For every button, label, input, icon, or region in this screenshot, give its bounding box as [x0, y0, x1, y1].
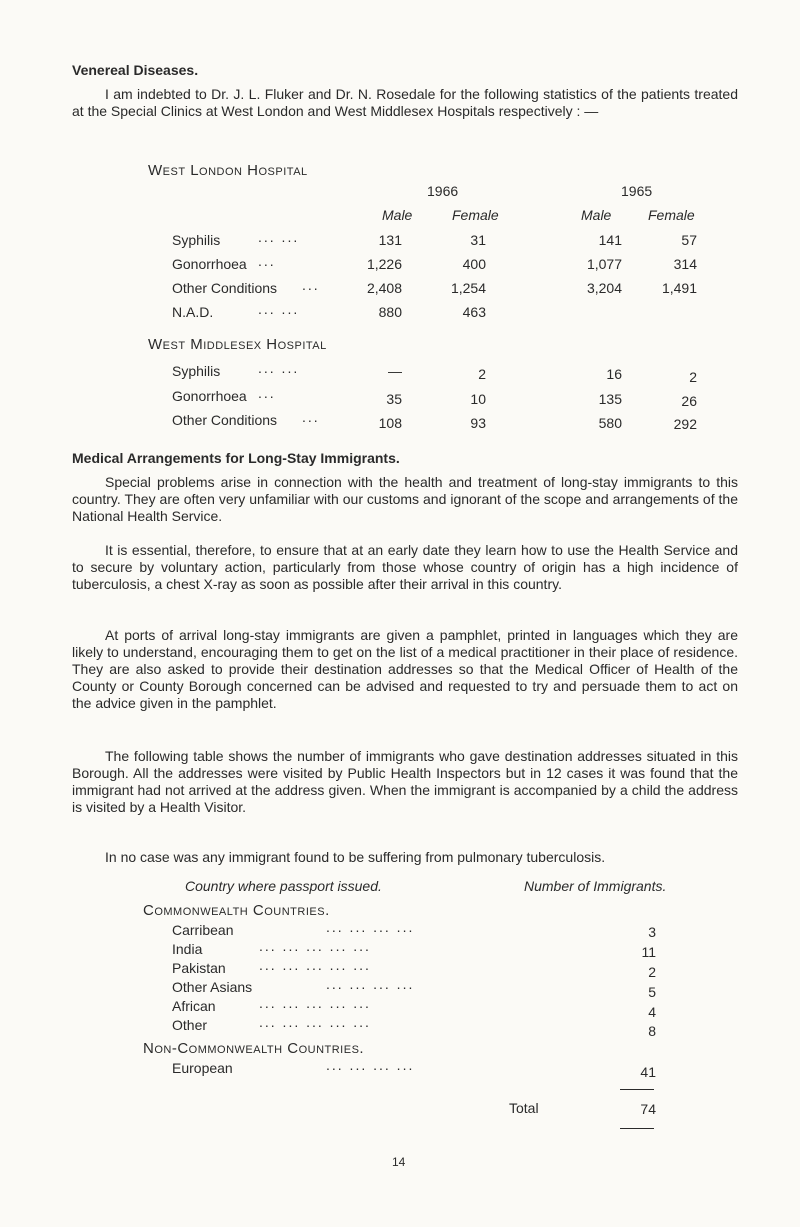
- leader-dots: ... ... ... ... ...: [259, 1014, 371, 1030]
- cell-value: 463: [462, 304, 486, 320]
- cell-value: 4: [648, 1004, 656, 1020]
- row-label: Gonorrhoea: [172, 256, 247, 272]
- cell-value: 108: [378, 415, 402, 431]
- leader-dots: ... ... ... ...: [326, 1057, 415, 1073]
- cell-value: 11: [641, 944, 656, 960]
- group-heading: Commonwealth Countries.: [143, 902, 330, 919]
- body-paragraph: In no case was any immigrant found to be suffering from pulmonary tuberculosis.: [105, 849, 606, 865]
- cell-value: —: [388, 363, 402, 379]
- cell-value: 16: [606, 366, 622, 382]
- leader-dots: ... ... ... ...: [326, 919, 415, 935]
- leader-dots: ...: [302, 409, 320, 425]
- hospital-heading: West Middlesex Hospital: [148, 336, 327, 353]
- section-title-venereal-diseases: Venereal Diseases.: [72, 62, 199, 78]
- row-label: Syphilis: [172, 363, 221, 379]
- page-number: 14: [392, 1155, 406, 1169]
- row-label: Other Conditions: [172, 412, 278, 428]
- sum-rule: [620, 1089, 654, 1090]
- intro-paragraph: I am indebted to Dr. J. L. Fluker and Dr. N. Rosedale for the following statistics of the patients treated at the Special Clinics at West London and West Middlesex Hospitals respectively : —: [72, 86, 738, 119]
- leader-dots: ...: [258, 253, 276, 269]
- total-label: Total: [509, 1100, 539, 1116]
- column-header: Male: [581, 207, 612, 223]
- leader-dots: ... ...: [258, 360, 300, 376]
- leader-dots: ... ... ... ... ...: [259, 938, 371, 954]
- cell-value: 314: [673, 256, 697, 272]
- leader-dots: ... ...: [258, 229, 300, 245]
- row-label: Gonorrhoea: [172, 388, 247, 404]
- row-label: Other Asians: [172, 979, 253, 995]
- total-value: 74: [640, 1101, 656, 1117]
- cell-value: 3,204: [586, 280, 622, 296]
- leader-dots: ... ... ... ...: [326, 976, 415, 992]
- body-paragraph: Special problems arise in connection with the health and treatment of long-stay immigrants to this country. They are often very unfamiliar with our customs and ignorant of the scope and arrangements of the National Health Service.: [72, 474, 738, 524]
- body-paragraph: At ports of arrival long-stay immigrants are given a pamphlet, printed in languages which they are likely to understand, encouraging them to get on the list of a medical practitioner in their place of residence. They are also asked to provide their destination addresses so that the Medical Officer of Health of the County or County Borough concerned can be advised and requested to try and persuade them to act on the advice given in the pamphlet.: [72, 627, 738, 711]
- cell-value: 580: [598, 415, 622, 431]
- cell-value: 292: [673, 416, 697, 432]
- year-heading: 1966: [427, 183, 459, 199]
- cell-value: 5: [648, 984, 656, 1000]
- cell-value: 400: [462, 256, 486, 272]
- hospital-heading: West London Hospital: [148, 162, 308, 179]
- column-header: Country where passport issued.: [185, 878, 382, 894]
- row-label: Pakistan: [172, 960, 226, 976]
- column-header: Female: [452, 207, 499, 223]
- section-title-long-stay-immigrants: Medical Arrangements for Long-Stay Immigrants.: [72, 450, 400, 466]
- row-label: Syphilis: [172, 232, 221, 248]
- cell-value: 3: [648, 924, 656, 940]
- cell-value: 93: [470, 415, 486, 431]
- group-heading: Non-Commonwealth Countries.: [143, 1040, 365, 1057]
- cell-value: 880: [378, 304, 402, 320]
- cell-value: 8: [648, 1023, 656, 1039]
- cell-value: 2: [478, 366, 486, 382]
- leader-dots: ... ...: [258, 301, 300, 317]
- cell-value: 2: [689, 369, 697, 385]
- cell-value: 57: [681, 232, 697, 248]
- row-label: N.A.D.: [172, 304, 214, 320]
- row-label: European: [172, 1060, 233, 1076]
- column-header: Number of Immigrants.: [524, 878, 667, 894]
- row-label: Carribean: [172, 922, 234, 938]
- cell-value: 35: [386, 391, 402, 407]
- cell-value: 26: [681, 393, 697, 409]
- year-heading: 1965: [621, 183, 653, 199]
- row-label: Other Conditions: [172, 280, 278, 296]
- row-label: Other: [172, 1017, 208, 1033]
- cell-value: 1,077: [586, 256, 622, 272]
- cell-value: 2: [648, 964, 656, 980]
- cell-value: 41: [640, 1064, 656, 1080]
- leader-dots: ... ... ... ... ...: [259, 957, 371, 973]
- cell-value: 141: [598, 232, 622, 248]
- row-label: African: [172, 998, 216, 1014]
- body-paragraph: The following table shows the number of immigrants who gave destination addresses situated in this Borough. All the addresses were visited by Public Health Inspectors but in 12 cases it was found that the immigrant had not arrived at the address given. When the immigrant is accompanied by a child the address is visited by a Health Visitor.: [72, 748, 738, 815]
- total-rule: [620, 1128, 654, 1129]
- column-header: Male: [382, 207, 413, 223]
- cell-value: 135: [598, 391, 622, 407]
- cell-value: 1,491: [661, 280, 697, 296]
- cell-value: 131: [378, 232, 402, 248]
- body-paragraph: It is essential, therefore, to ensure that at an early date they learn how to use the Health Service and to secure by voluntary action, particularly from those whose country of origin has a high incidence of tuberculosis, a chest X-ray as soon as possible after their arrival in this country.: [72, 542, 738, 592]
- cell-value: 2,408: [366, 280, 402, 296]
- leader-dots: ...: [302, 277, 320, 293]
- cell-value: 1,254: [450, 280, 486, 296]
- row-label: India: [172, 941, 203, 957]
- leader-dots: ...: [258, 385, 276, 401]
- leader-dots: ... ... ... ... ...: [259, 995, 371, 1011]
- cell-value: 31: [470, 232, 486, 248]
- cell-value: 1,226: [366, 256, 402, 272]
- column-header: Female: [648, 207, 695, 223]
- cell-value: 10: [470, 391, 486, 407]
